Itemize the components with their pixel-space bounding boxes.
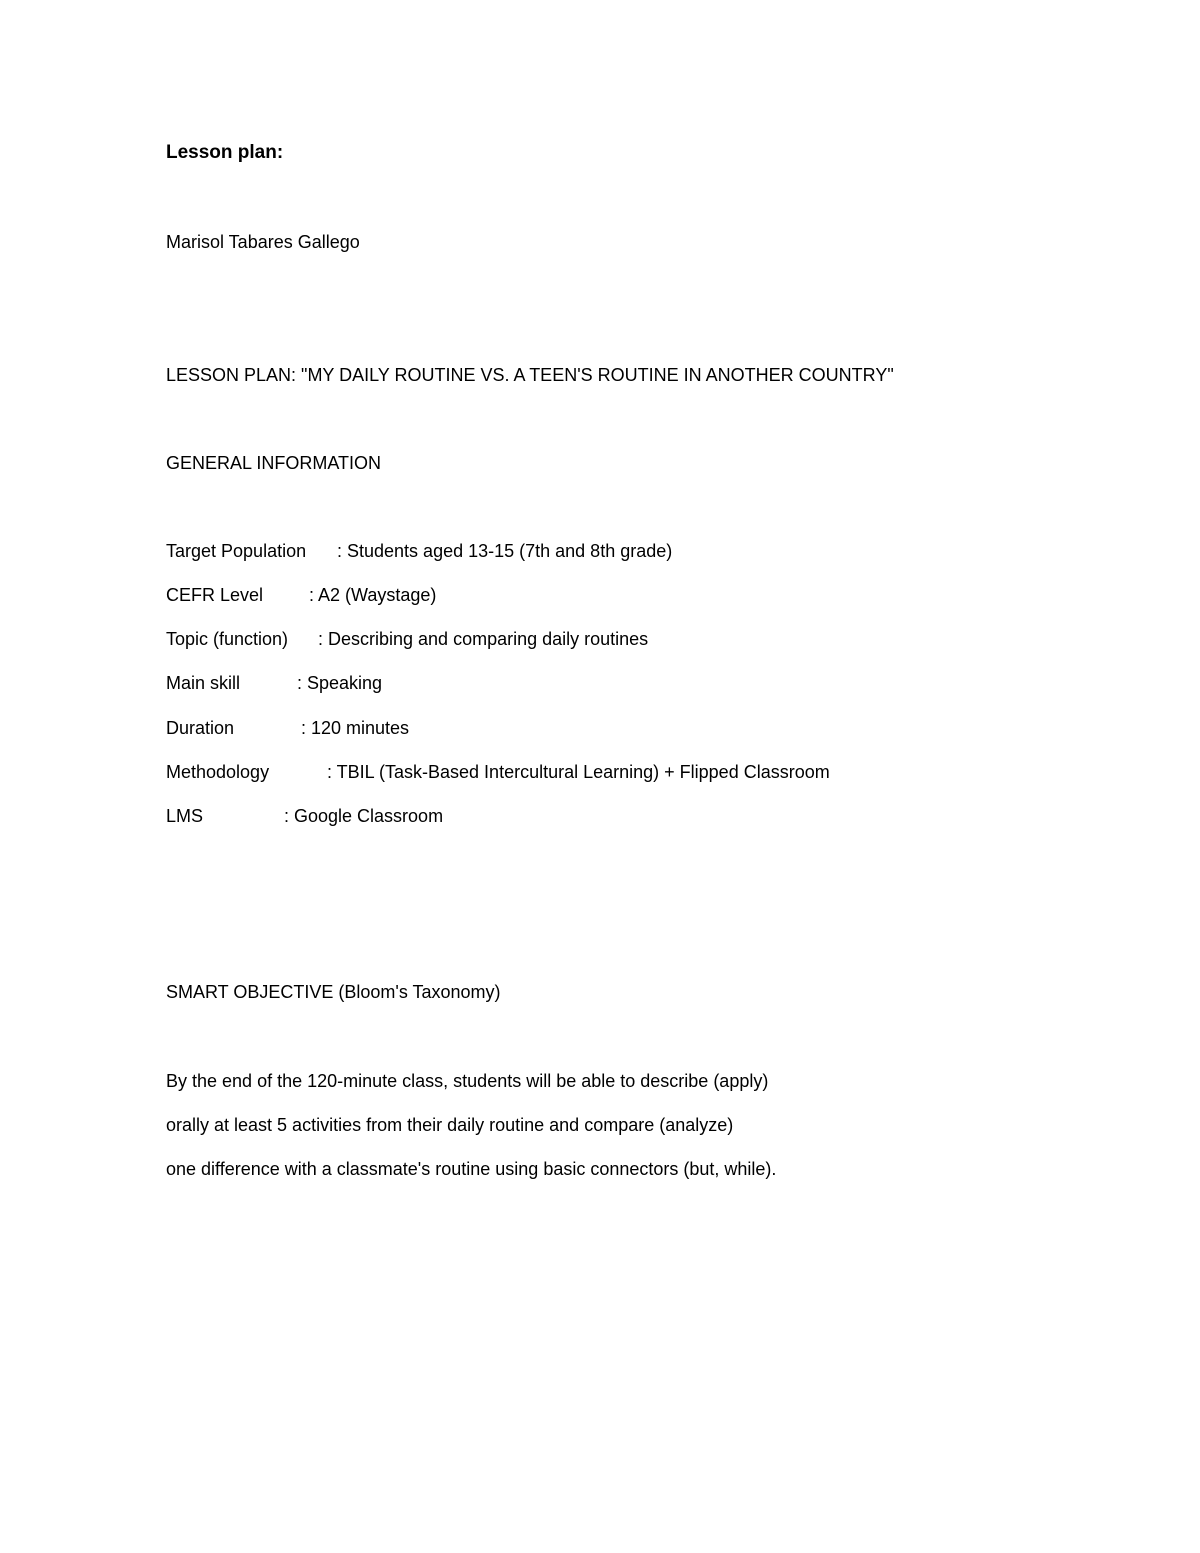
info-value: : 120 minutes bbox=[301, 718, 410, 738]
info-label: Main skill bbox=[166, 673, 241, 693]
info-value: : Describing and comparing daily routines bbox=[318, 629, 649, 649]
info-row-lms bbox=[166, 804, 443, 828]
info-row-methodology bbox=[166, 760, 830, 784]
info-row-cefr-level bbox=[166, 583, 436, 607]
info-row-duration bbox=[166, 716, 409, 740]
objective-line-1: By the end of the 120-minute class, students will be able to describe (apply) bbox=[166, 1071, 769, 1091]
objective-line-2: orally at least 5 activities from their daily routine and compare (analyze) bbox=[166, 1115, 734, 1135]
info-row-topic bbox=[166, 627, 648, 651]
lesson-plan-heading: Lesson plan: bbox=[166, 142, 284, 163]
info-label: Duration bbox=[166, 718, 235, 738]
info-row-main-skill bbox=[166, 671, 382, 695]
general-information-heading: GENERAL INFORMATION bbox=[166, 453, 382, 473]
objective-line-3: one difference with a classmate's routine using basic connectors (but, while). bbox=[166, 1159, 777, 1179]
info-value: : Speaking bbox=[297, 673, 383, 693]
smart-objective-heading: SMART OBJECTIVE (Bloom's Taxonomy) bbox=[166, 982, 501, 1002]
info-label: Methodology bbox=[166, 762, 270, 782]
info-label: LMS bbox=[166, 806, 204, 826]
lesson-title: LESSON PLAN: "MY DAILY ROUTINE VS. A TEEN'S ROUTINE IN ANOTHER COUNTRY" bbox=[166, 365, 894, 385]
author-name: Marisol Tabares Gallego bbox=[166, 232, 360, 252]
info-row-target-population bbox=[166, 539, 672, 563]
info-label: CEFR Level bbox=[166, 585, 264, 605]
info-value: : Students aged 13-15 (7th and 8th grade) bbox=[337, 541, 673, 561]
info-label: Target Population bbox=[166, 541, 307, 561]
info-label: Topic (function) bbox=[166, 629, 289, 649]
info-value: : Google Classroom bbox=[284, 806, 444, 826]
info-value: : A2 (Waystage) bbox=[309, 585, 437, 605]
info-value: : TBIL (Task-Based Intercultural Learning) + Flipped Classroom bbox=[327, 762, 830, 782]
